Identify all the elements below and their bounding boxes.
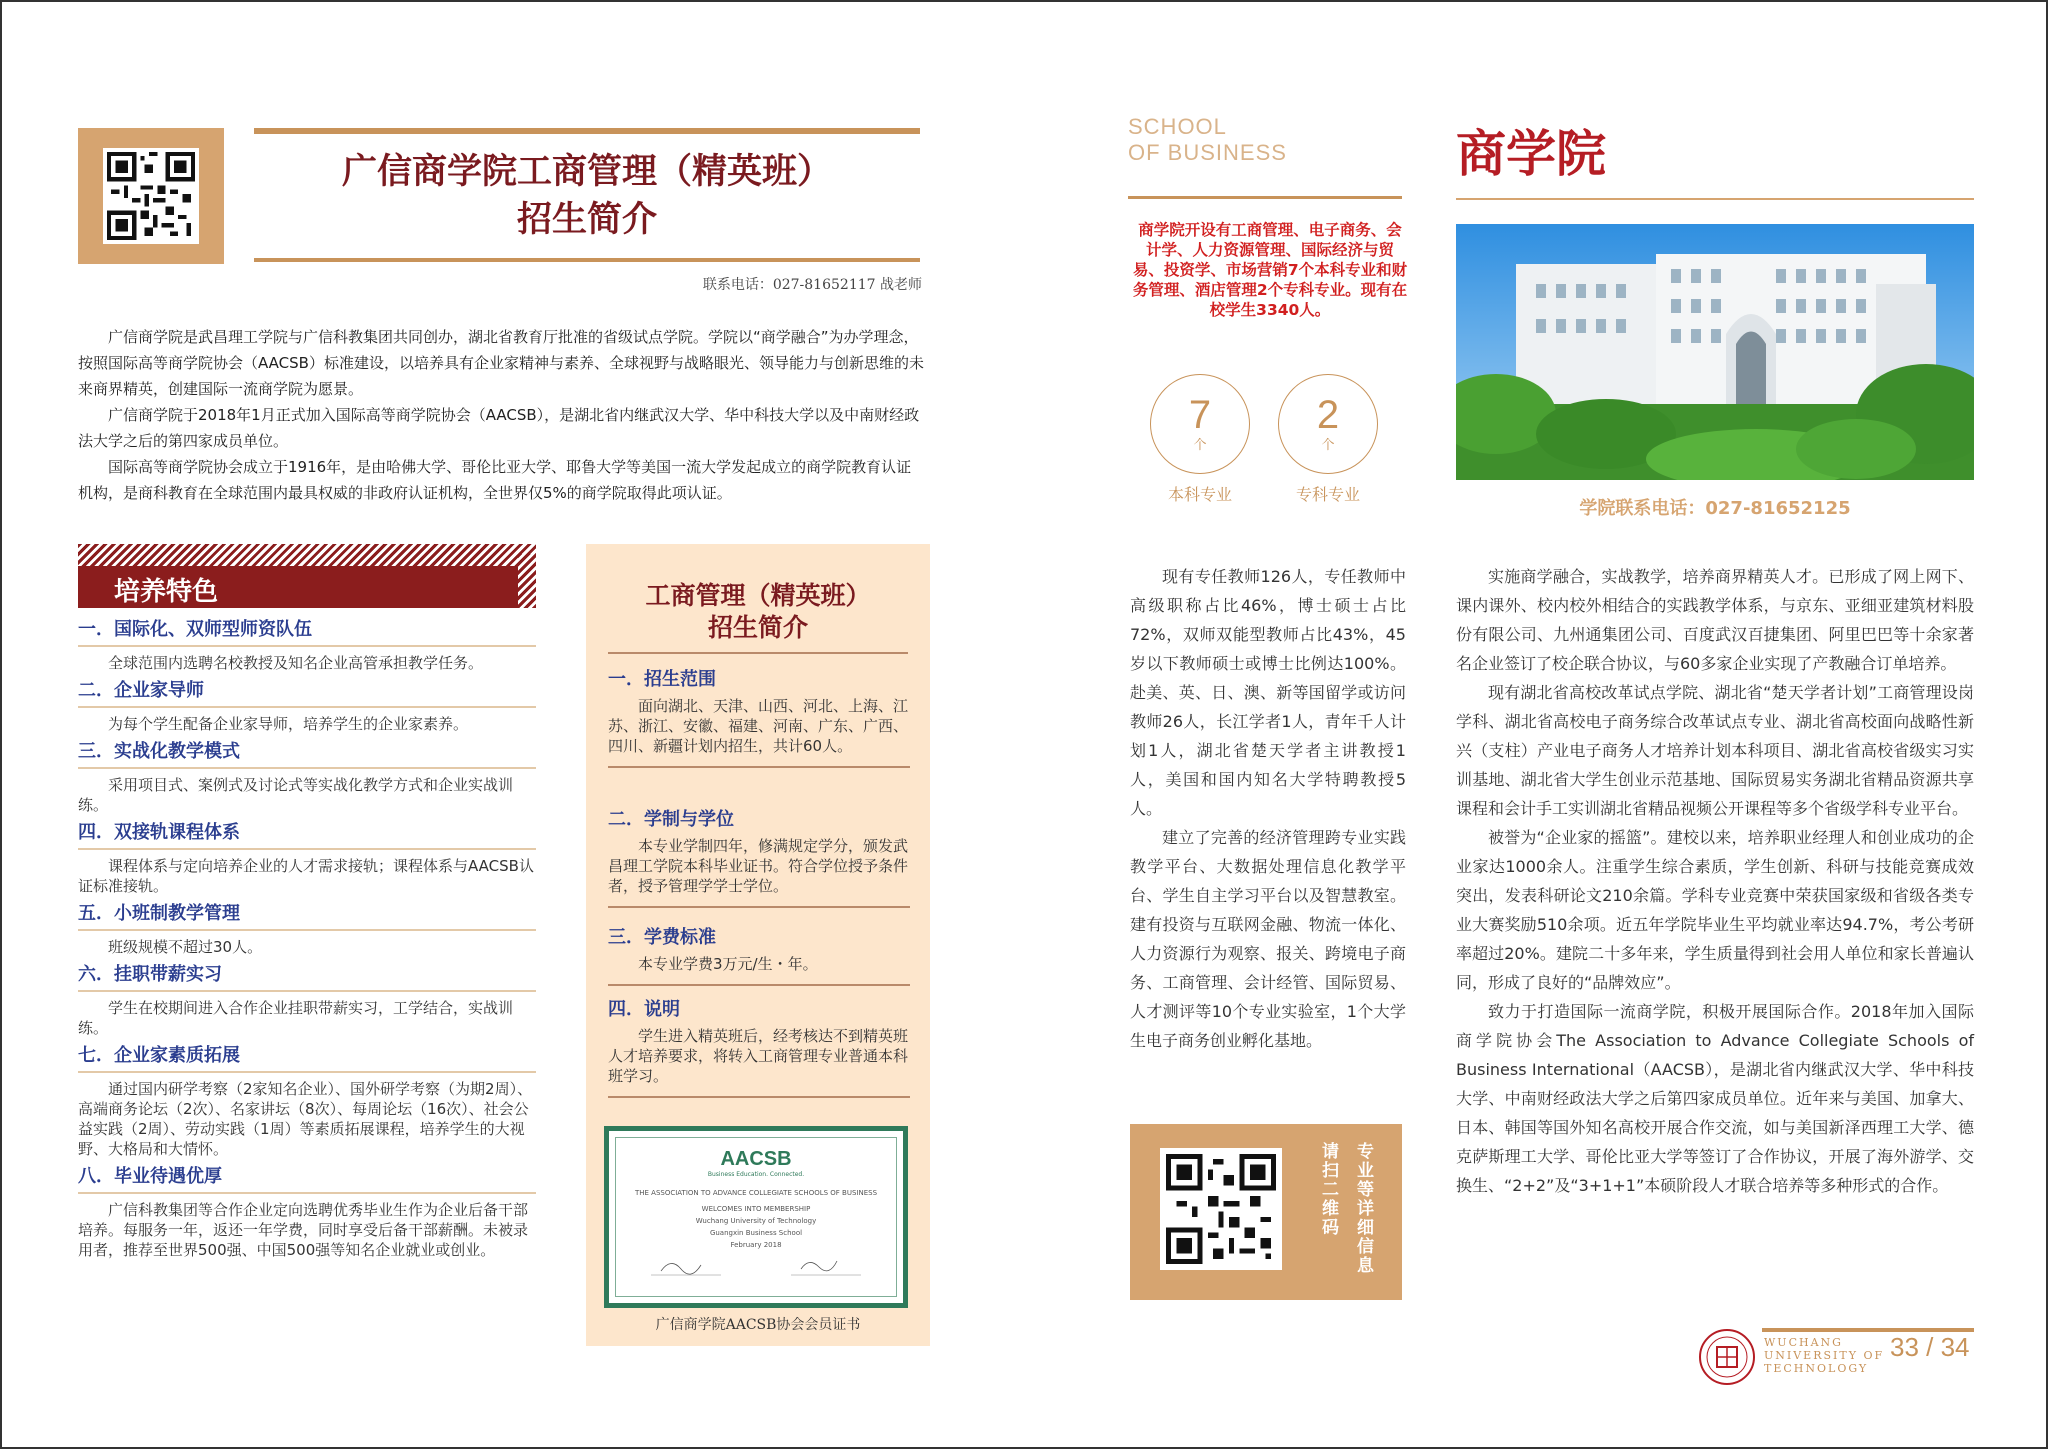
certificate-welcome: WELCOMES INTO MEMBERSHIP xyxy=(701,1205,811,1213)
university-seal-icon xyxy=(1698,1328,1756,1386)
intro-paragraph: 广信商学院于2018年1月正式加入国际高等商学院协会（AACSB），是湖北省内继武汉大学、华中科技大学以及中南财经政法大学之后的第四家成员单位。 xyxy=(78,406,920,450)
feature-item xyxy=(78,679,536,734)
feature-item xyxy=(78,740,536,815)
certificate-org: Wuchang University of Technology xyxy=(695,1217,817,1225)
feature-text: 为每个学生配备企业家导师，培养学生的企业家素养。 xyxy=(108,715,469,733)
qr-code-image xyxy=(1160,1148,1282,1270)
stripe-decoration xyxy=(518,554,536,608)
card-section xyxy=(608,808,910,908)
certificate-school: Guangxin Business School xyxy=(709,1229,803,1237)
card-title-line-1: 工商管理（精英班） xyxy=(645,581,871,610)
card-section xyxy=(608,668,910,768)
university-name-line: WUCHANG xyxy=(1764,1336,1843,1349)
body-paragraph: 致力于打造国际一流商学院，积极开展国际合作。2018年加入国际商学院协会The Association to Advance Collegiate Schools of Business International（AACSB），是湖北省内继武汉大学、华中科技大学、中南财经政法大学之后第四家成员单位。近年来与美国、加拿大、日本、韩国等国外知名高校开展合作交流，如与美国新泽西理工大学、德克萨斯理工大学、哥伦比亚大学等签订了合作协议，开展了海外游学、交换生、“2+2”及“3+1+1”本硕阶段人才联合培养等多种形式的合作。 xyxy=(1456,1002,1974,1195)
qr-text-line: 请扫二维码 xyxy=(1318,1142,1338,1237)
university-name xyxy=(1764,1336,1884,1375)
cn-title-rule xyxy=(1456,198,1974,200)
feature-title: 四．双接轨课程体系 xyxy=(78,821,536,850)
card-section-text: 学生进入精英班后，经考核达不到精英班人才培养要求，将转入工商管理专业普通本科班学习。 xyxy=(608,1027,909,1085)
card-section-title: 四．说明 xyxy=(608,999,680,1020)
feature-item xyxy=(78,963,536,1038)
feature-text: 通过国内研学考察（2家知名企业）、国外研学考察（为期2周）、高端商务论坛（2次）、名家讲坛（8次）、每周论坛（16次）、社会公益实践（2周）、劳动实践（1周）等素质拓展课程，培养学生的大视野、大格局和大情怀。 xyxy=(78,1080,533,1158)
features-header-bar xyxy=(78,566,518,608)
page-title xyxy=(254,148,920,244)
features-header xyxy=(78,544,536,608)
stat-unit: 个 xyxy=(1193,438,1207,453)
card-section xyxy=(608,998,910,1098)
stat-undergrad xyxy=(1150,374,1250,505)
certificate-body xyxy=(615,1137,897,1297)
right-column-text xyxy=(1456,562,1974,1200)
feature-text: 课程体系与定向培养企业的人才需求接轨；课程体系与AACSB认证标准接轨。 xyxy=(78,857,534,895)
feature-title: 七．企业家素质拓展 xyxy=(78,1044,536,1073)
feature-title: 八．毕业待遇优厚 xyxy=(78,1165,536,1194)
feature-title: 二．企业家导师 xyxy=(78,679,536,708)
title-rule-top xyxy=(254,128,920,134)
qr-instructions xyxy=(1306,1142,1386,1288)
feature-text: 学生在校期间进入合作企业挂职带薪实习，工学结合，实战训练。 xyxy=(78,999,514,1037)
school-title-rule xyxy=(1128,196,1402,199)
card-title-line-2: 招生简介 xyxy=(707,613,808,642)
card-section-title: 二．学制与学位 xyxy=(608,809,734,830)
aacsb-tagline: Business Education. Connected. xyxy=(707,1171,805,1178)
section-rule xyxy=(608,1096,910,1098)
university-name-line: TECHNOLOGY xyxy=(1764,1362,1869,1375)
feature-item xyxy=(78,618,536,673)
card-title xyxy=(586,580,930,644)
feature-title: 五．小班制教学管理 xyxy=(78,902,536,931)
body-paragraph: 建立了完善的经济管理跨专业实践教学平台、大数据处理信息化教学平台、学生自主学习平台以及智慧教室。建有投资与互联网金融、物流一体化、人力资源行为观察、报关、跨境电子商务、工商管理、会计经管、国际贸易、人才测评等10个专业实验室，1个大学生电子商务创业孵化基地。 xyxy=(1130,828,1406,1050)
signature-marks xyxy=(621,1253,891,1279)
section-rule xyxy=(608,766,910,768)
card-section xyxy=(608,926,910,986)
feature-item xyxy=(78,902,536,957)
stat-circle xyxy=(1278,374,1378,474)
card-section-title: 一．招生范围 xyxy=(608,669,716,690)
feature-item xyxy=(78,1165,536,1260)
card-section-title: 三．学费标准 xyxy=(608,927,716,948)
stat-unit: 个 xyxy=(1321,438,1335,453)
stripe-decoration xyxy=(78,544,536,566)
features-list xyxy=(78,618,536,1266)
feature-text: 班级规模不超过30人。 xyxy=(108,938,263,956)
university-name-line: UNIVERSITY OF xyxy=(1764,1349,1885,1362)
card-section-text: 本专业学制四年，修满规定学分，颁发武昌理工学院本科毕业证书。符合学位授予条件者，授予管理学学士学位。 xyxy=(608,837,909,895)
school-en-line-1: SCHOOL xyxy=(1128,114,1227,139)
stat-college xyxy=(1278,374,1378,505)
aacsb-logo: AACSB xyxy=(720,1148,792,1170)
body-paragraph: 被誉为“企业家的摇篮”。建校以来，培养职业经理人和创业成功的企业家达1000余人。注重学生综合素质，学生创新、科研与技能竞赛成效突出，发表科研论文210余篇。学科专业竞赛中荣获国家级和省级各类专业大赛奖励510余项。近五年学院毕业生平均就业率达94.7%，考公考研率超过20%。建院二十多年来，学生质量得到社会用人单位和家长普遍认同，形成了良好的“品牌效应”。 xyxy=(1456,828,1974,992)
stat-label: 本科专业 xyxy=(1167,485,1232,504)
school-en-title xyxy=(1128,114,1287,166)
card-section-text: 本专业学费3万元/生・年。 xyxy=(638,955,818,973)
card-title-rule xyxy=(608,652,908,654)
section-rule xyxy=(608,906,910,908)
program-card xyxy=(586,544,930,1346)
intro-paragraph: 国际高等商学院协会成立于1916年，是由哈佛大学、哥伦比亚大学、耶鲁大学等美国一流大学发起成立的商学院教育认证机构，是商科教育在全球范围内最具权威的非政府认证机构，全世界仅5%的商学院取得此项认证。 xyxy=(78,458,912,502)
detail-qr-panel xyxy=(1130,1124,1402,1300)
qr-code-panel xyxy=(78,128,224,264)
campus-building-photo xyxy=(1456,224,1974,480)
stat-number: 2 xyxy=(1316,393,1340,437)
feature-title: 一．国际化、双师型师资队伍 xyxy=(78,618,536,647)
title-rule-bottom xyxy=(254,258,920,262)
qr-text-line: 专业等详细信息 xyxy=(1353,1142,1373,1275)
feature-text: 采用项目式、案例式及讨论式等实战化教学方式和企业实战训练。 xyxy=(78,776,514,814)
feature-item xyxy=(78,821,536,896)
certificate-date: February 2018 xyxy=(730,1241,782,1249)
school-en-line-2: OF BUSINESS xyxy=(1128,140,1287,165)
body-paragraph: 现有湖北省高校改革试点学院、湖北省“楚天学者计划”工商管理设岗学科、湖北省高校电子商务综合改革试点专业、湖北省高校面向战略性新兴（支柱）产业电子商务人才培养计划本科项目、湖北省高校省级实习实训基地、湖北省大学生创业示范基地、国际贸易实务湖北省精品资源共享课程和会计手工实训湖北省精品视频公开课程等多个省级学科专业平台。 xyxy=(1456,683,1974,818)
feature-title: 六．挂职带薪实习 xyxy=(78,963,536,992)
feature-item xyxy=(78,1044,536,1159)
feature-text: 广信科教集团等合作企业定向选聘优秀毕业生作为企业后备干部培养。每服务一年，返还一年学费，同时享受后备干部薪酬。未被录用者，推荐至世界500强、中国500强等知名企业就业或创业。 xyxy=(78,1201,529,1259)
school-description: 商学院开设有工商管理、电子商务、会计学、人力资源管理、国际经济与贸易、投资学、市场营销7个本科专业和财务管理、酒店管理2个专科专业。现有在校学生3340人。 xyxy=(1132,221,1408,319)
intro-paragraph: 广信商学院是武昌理工学院与广信科教集团共同创办，湖北省教育厅批准的省级试点学院。学院以“商学融合”为办学理念，按照国际高等商学院协会（AACSB）标准建设，以培养具有企业家精神与素养、全球视野与战略眼光、领导能力与创新思维的未来商界精英，创建国际一流商学院为愿景。 xyxy=(78,328,924,398)
stat-number: 7 xyxy=(1188,393,1212,437)
section-rule xyxy=(608,984,910,986)
certificate-header: THE ASSOCIATION TO ADVANCE COLLEGIATE SCHOOLS OF BUSINESS xyxy=(634,1189,878,1197)
features-title: 培养特色 xyxy=(114,577,219,607)
title-line-2: 招生简介 xyxy=(516,199,657,240)
feature-text: 全球范围内选聘名校教授及知名企业高管承担教学任务。 xyxy=(108,654,484,672)
stat-label: 专科专业 xyxy=(1295,485,1360,504)
feature-title: 三．实战化教学模式 xyxy=(78,740,536,769)
certificate-caption: 广信商学院AACSB协会会员证书 xyxy=(655,1317,861,1333)
qr-code-image xyxy=(103,148,199,244)
body-paragraph: 实施商学融合，实战教学，培养商界精英人才。已形成了网上网下、课内课外、校内校外相结合的实践教学体系，与京东、亚细亚建筑材料股份有限公司、九州通集团公司、百度武汉百捷集团、阿里巴巴等十余家著名企业签订了校企联合协议，与60多家企业实现了产教融合订单培养。 xyxy=(1456,567,1974,673)
aacsb-certificate xyxy=(604,1126,908,1308)
stat-circle xyxy=(1150,374,1250,474)
page-number: 33 / 34 xyxy=(1890,1332,1970,1362)
middle-column-text xyxy=(1130,562,1406,1055)
title-line-1: 广信商学院工商管理（精英班） xyxy=(341,151,832,192)
body-paragraph: 现有专任教师126人，专任教师中高级职称占比46%，博士硕士占比72%，双师双能型教师占比43%，45岁以下教师硕士或博士比例达100%。赴美、英、日、澳、新等国留学或访问教师26人，长江学者1人，青年千人计划1人，湖北省楚天学者主讲教授1人，美国和国内知名大学特聘教授5人。 xyxy=(1130,567,1406,818)
footer-rule xyxy=(1762,1328,1882,1332)
card-section-text: 面向湖北、天津、山西、河北、上海、江苏、浙江、安徽、福建、河南、广东、广西、四川、新疆计划内招生，共计60人。 xyxy=(608,697,909,755)
contact-phone: 联系电话：027-81652117 战老师 xyxy=(702,277,922,293)
school-phone: 学院联系电话：027-81652125 xyxy=(1579,498,1851,519)
intro-text xyxy=(78,324,924,506)
school-cn-title: 商学院 xyxy=(1456,124,1606,183)
